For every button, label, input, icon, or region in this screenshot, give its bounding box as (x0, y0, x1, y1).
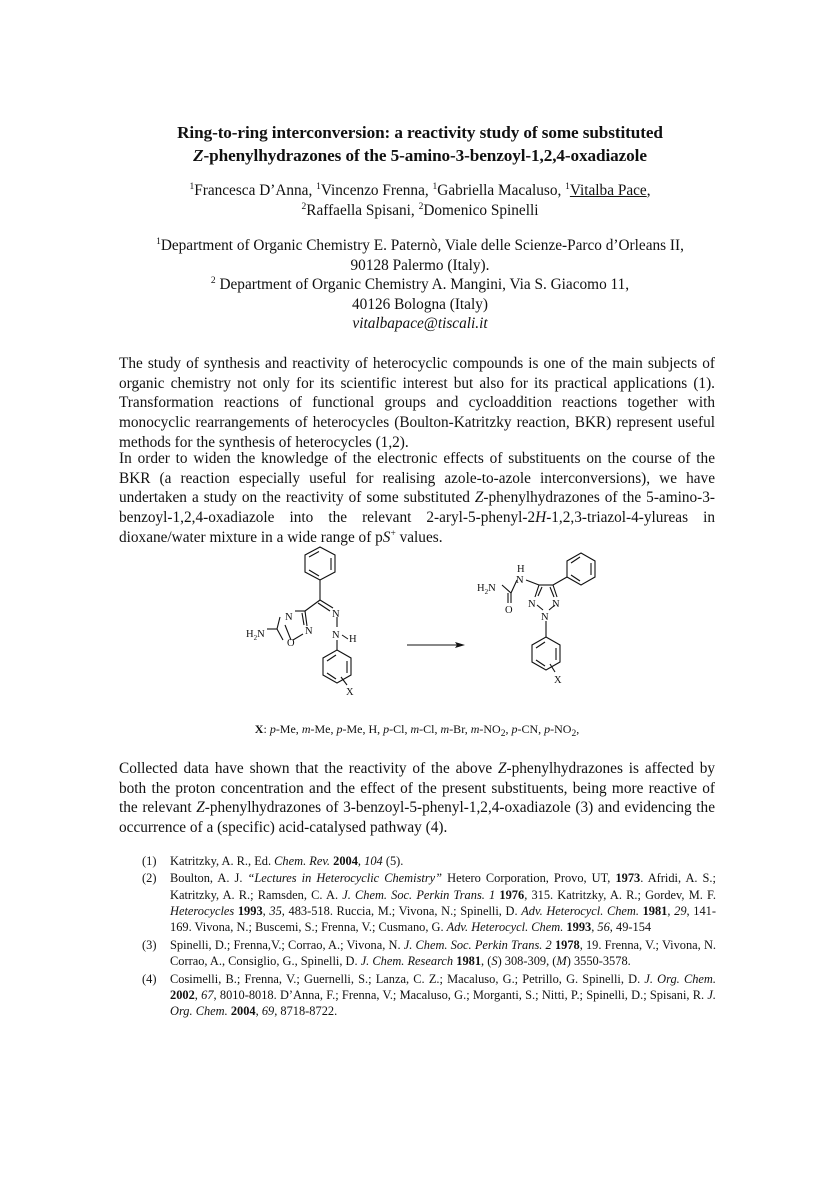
reference-text: 1981 (456, 954, 482, 969)
paragraph-intro: The study of synthesis and reactivity of heterocyclic compounds is one of the main subjects of organic chemistry not only for its scientific interest but also for its practical applications (1). Transformation reactions of functional groups and cycloaddition reactions together with monocyclic rearrangements of heterocycles (Boulton-Katritzky reaction, BKR) represent useful methods for the synthesis of heterocycles (1,2). (119, 355, 715, 451)
contact-email[interactable]: vitalbapace@tiscali.it (352, 315, 488, 333)
reactant-atom-labels (246, 609, 357, 698)
reference-text: Cosimelli, B.; Frenna, V.; Guernelli, S.; Lanza, C. Z.; Macaluso, G.; Petrillo, G. Spinelli, D. (170, 971, 645, 986)
reference-text: J. Org. Chem. (170, 987, 717, 1019)
reference-text: 35 (269, 904, 282, 919)
reference-text: , 8718-8722. (274, 1004, 338, 1019)
reference-text: 56 (597, 920, 610, 935)
reference-text: ) 308-309, ( (497, 954, 557, 969)
affiliation-1-line-1: $^1$Department of Organic Chemistry E. Paternò, Viale delle Scienze-Parco d’Orleans II, (156, 237, 684, 254)
reference-text: 2002 (170, 987, 195, 1002)
reference-text: ) 3550-3578. (566, 954, 631, 969)
reference-text: , 483-518. Ruccia, M.; Vivona, N.; Spinelli, D. (281, 904, 522, 919)
reference-text: , (255, 1004, 262, 1019)
scheme-caption: X: p-Me, m-Me, p-Me, H, p-Cl, m-Cl, m-Br, $m-NO_2$, p-CN, $p-NO_2$, (254, 722, 580, 739)
reference-text: J. Chem. Soc. Perkin Trans. 2 (403, 937, 552, 952)
reaction-scheme (225, 545, 625, 710)
reference-text: J. Chem. Research (360, 954, 454, 969)
reference-list (142, 853, 716, 1021)
reference-text: Hetero Corporation, Provo, UT, (442, 871, 616, 886)
affiliation-1-line-2: 90128 Palermo (Italy). (350, 256, 490, 274)
reference-text: , 49-154 (609, 920, 652, 935)
affiliation-2-line-2: 40126 Bologna (Italy) (352, 295, 488, 313)
reference-number: (2) (142, 871, 157, 886)
title-z-italic: Z (193, 146, 204, 165)
reference-text: Spinelli, D.; Frenna,V.; Corrao, A.; Vivona, N. (170, 937, 404, 952)
reference-text: (5). (382, 854, 404, 868)
author-line-2 (110, 201, 730, 221)
reference-text: , ( (481, 954, 492, 969)
reactant-h-label: H (349, 634, 357, 645)
affiliation-2-line-1: $^2$ Department of Organic Chemistry A. Mangini, Via S. Giacomo 11, (210, 276, 630, 294)
title-line-2-rest: -phenylhydrazones of the 5-amino-3-benzoyl-1,2,4-oxadiazole (203, 146, 647, 165)
reference-text: Adv. Heterocycl. Chem. (521, 904, 639, 919)
reference-text: , (667, 904, 675, 919)
author-list (110, 181, 730, 221)
reference-text: 29 (674, 904, 687, 919)
product-n-label: N (528, 599, 536, 610)
paper-title (110, 121, 730, 167)
reference-text: 104 (364, 854, 383, 868)
reference-item (142, 937, 716, 970)
reference-text: 1973 (615, 871, 641, 886)
author: $^1$Gabriella Macaluso, (432, 182, 566, 199)
product-n-label: N (552, 599, 560, 610)
author: $^2$Domenico Spinelli (418, 202, 539, 219)
title-line-1: Ring-to-ring interconversion: a reactivity study of some substituted (177, 123, 663, 142)
product-h2n-label: $H_2N$ (477, 583, 496, 596)
reference-item (142, 971, 716, 1020)
reference-text: , (194, 987, 202, 1002)
title-line-2 (110, 144, 730, 167)
reactant-n-label: N (305, 626, 313, 637)
reference-text: J. Org. Chem. (644, 971, 716, 986)
paragraph-results: Collected data have shown that the reactivity of the above Z-phenylhydrazones is affected by both the proton concentration and the effect of the present substituents, being more reactive of the relevant Z-phenylhydrazones of 3-benzoyl-5-phenyl-1,2,4-oxadiazole (3) and evidencing the occurrence of a (specific) acid-catalysed pathway (4). (119, 760, 716, 837)
reference-text: , (591, 920, 598, 935)
reference-item (142, 853, 716, 869)
author-presenting: $^1$Vitalba Pace, (565, 182, 651, 199)
product-x-label: X (554, 675, 562, 686)
reactant-n-label: N (332, 630, 340, 641)
author: $^1$Vincenzo Frenna, (316, 182, 433, 199)
reactant-h2n-label: $H_2N$ (246, 629, 265, 642)
product-o-label: O (505, 605, 513, 616)
reactant-x-label: X (346, 687, 354, 698)
reference-text: Katritzky, A. R., Ed. (170, 854, 275, 868)
reference-text: 1993 (566, 920, 592, 935)
product-h-label: H (517, 564, 525, 575)
affiliations (110, 236, 730, 334)
reactant-n-label: N (285, 612, 293, 623)
reference-text: 2004 (333, 854, 358, 868)
reference-text: , (262, 904, 270, 919)
reactant-n-label: N (332, 609, 340, 620)
reference-text: J. Chem. Soc. Perkin Trans. 1 (342, 887, 496, 902)
reference-text: . Afridi, A. S.; Katritzky, A. R.; Ramsden, C. A. (170, 871, 716, 902)
reference-text: M (556, 954, 567, 969)
reference-text: Chem. Rev. (274, 854, 331, 868)
reference-text: 2004 (230, 1004, 256, 1019)
reference-text: , 315. Katritzky, A. R.; Gordev, M. F. (524, 887, 716, 902)
reference-text: , 19. Frenna, V.; Vivona, N. Corrao, A., Consiglio, G., Spinelli, D. (170, 937, 716, 969)
reference-text: S (491, 954, 498, 969)
reference-text: “Lectures in Heterocyclic Chemistry” (247, 871, 443, 886)
reference-number: (1) (142, 854, 157, 868)
reference-text: , 141-169. Vivona, N.; Buscemi, S.; Frenna, V.; Cusmano, G. (170, 904, 716, 935)
reference-text: 69 (261, 1004, 275, 1019)
reaction-arrow (407, 642, 465, 648)
reference-text: 1981 (642, 904, 668, 919)
product-n-label: N (516, 575, 524, 586)
reference-number: (4) (142, 971, 157, 986)
reference-text: Adv. Heterocycl. Chem. (446, 920, 564, 935)
reference-text: , (357, 854, 365, 868)
reference-text: Boulton, A. J. (170, 871, 248, 886)
reference-text: 1993 (237, 904, 263, 919)
reference-text: , 8010-8018. D’Anna, F.; Frenna, V.; Macaluso, G.; Morganti, S.; Nitti, P.; Spinelli, D.; Spisani, R. (213, 987, 708, 1002)
paragraph-aim: In order to widen the knowledge of the electronic effects of substituents on the course of the BKR (a reaction especially useful for realising azole-to-azole interconversions), we have undertaken a study on the reactivity of some substituted Z-phenylhydrazones of the 5-amino-3-benzoyl-1,2,4-oxadiazole into the relevant 2-aryl-5-phenyl-2H-1,2,3-triazol-4-ylureas in dioxane/water mixture in a wide range of pS+ values. (119, 450, 715, 546)
author: $^2$Raffaella Spisani, (301, 202, 419, 219)
author-line-1 (110, 181, 730, 201)
reactant-o-label: O (287, 638, 295, 649)
reference-text: 67 (201, 987, 214, 1002)
author: $^1$Francesca D’Anna, (189, 182, 317, 199)
reference-item (142, 870, 716, 935)
reference-text: 1978 (554, 937, 580, 952)
reference-number: (3) (142, 937, 157, 952)
product-n-label: N (541, 612, 549, 623)
reference-text: 1976 (499, 887, 525, 902)
reference-text: Heterocycles (170, 904, 235, 919)
